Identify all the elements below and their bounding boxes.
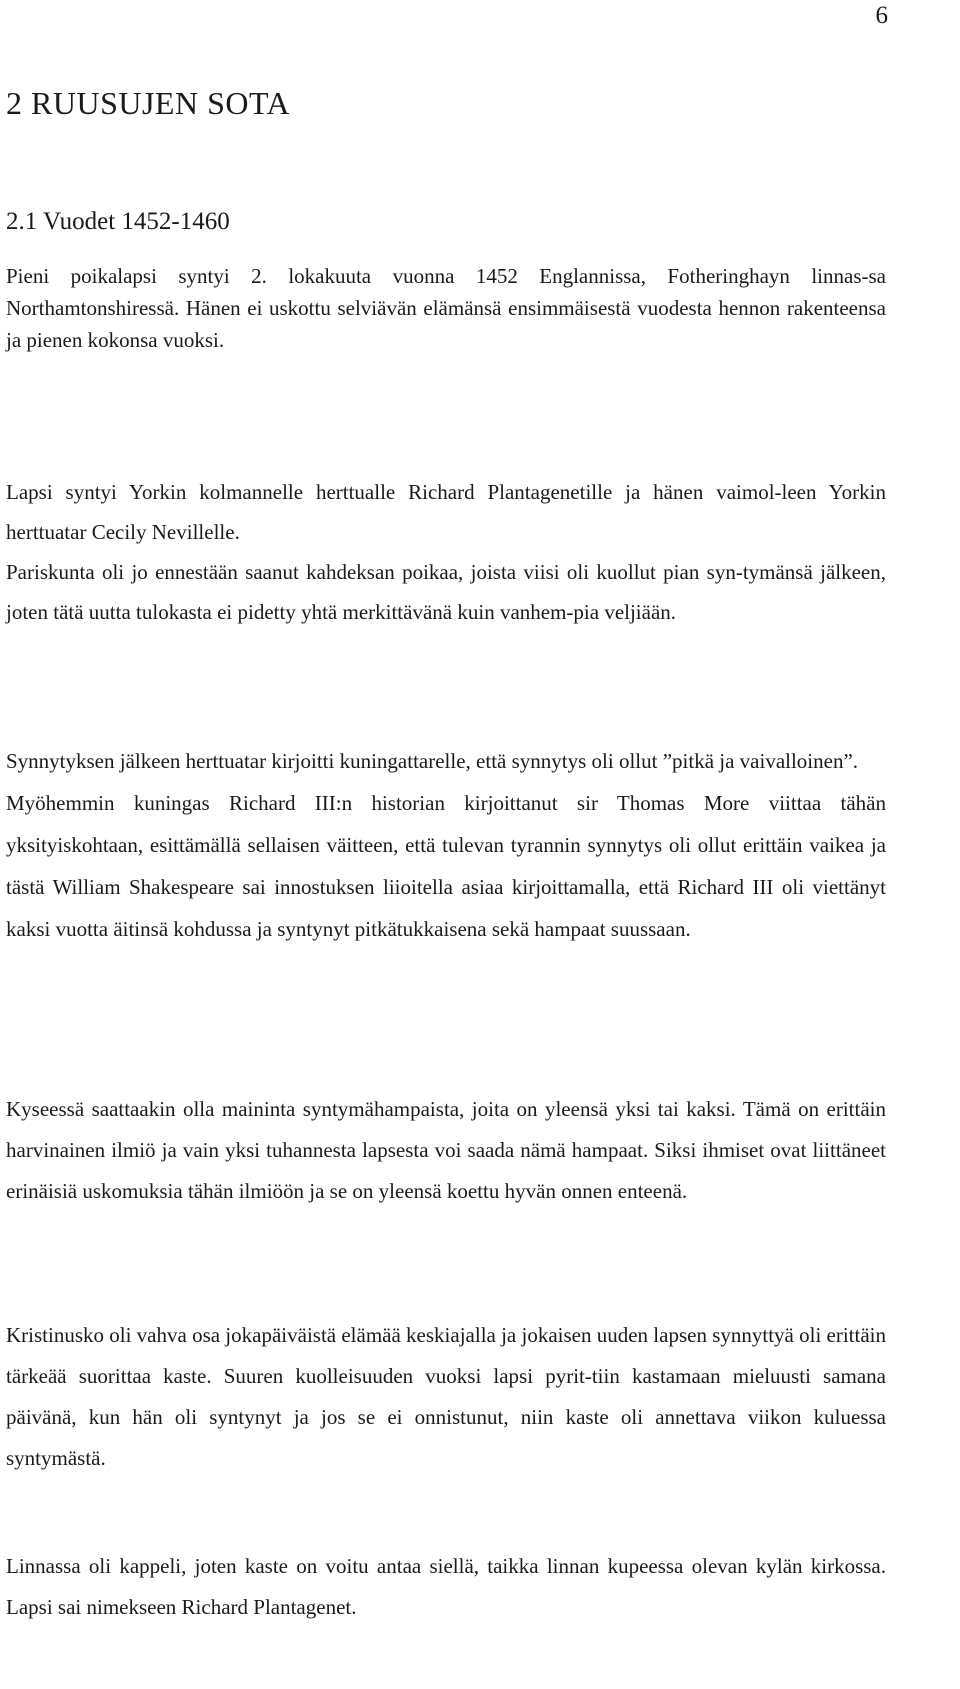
paragraph-block-3 [6, 740, 886, 950]
paragraph: Lapsi syntyi Yorkin kolmannelle herttualle Richard Plantagenetille ja hänen vaimol-leen Yorkin herttuatar Cecily Nevillelle. [6, 480, 886, 544]
paragraph-block-4 [6, 1089, 886, 1212]
paragraph-block-6 [6, 1546, 886, 1628]
paragraph-block-2 [6, 472, 886, 632]
paragraph: Linnassa oli kappeli, joten kaste on voitu antaa siellä, taikka linnan kupeessa olevan kylän kirkossa. Lapsi sai nimekseen Richard Plantagenet. [6, 1554, 886, 1619]
paragraph: Pariskunta oli jo ennestään saanut kahdeksan poikaa, joista viisi oli kuollut pian syn-tymänsä jälkeen, joten tätä uutta tulokasta ei pidetty yhtä merkittävänä kuin vanhem-pia veljiään. [6, 560, 886, 624]
paragraph-block-5 [6, 1315, 886, 1479]
paragraph: Synnytyksen jälkeen herttuatar kirjoitti kuningattarelle, että synnytys oli ollut ”pitkä ja vaivalloinen”. [6, 749, 859, 773]
paragraph: Pieni poikalapsi syntyi 2. lokakuuta vuonna 1452 Englannissa, Fotheringhayn linnas-sa Northamtonshiressä. Hänen ei uskottu selviävän elämänsä ensimmäisestä vuodesta hennon rakenteensa ja pienen kokonsa vuoksi. [6, 264, 886, 352]
paragraph: Kristinusko oli vahva osa jokapäiväistä elämää keskiajalla ja jokaisen uuden lapsen synnyttyä oli erittäin tärkeää suorittaa kaste. Suuren kuolleisuuden vuoksi lapsi pyrit-tiin kastamaan mieluusti samana päivänä, kun hän oli syntynyt ja jos se ei onnistunut, niin kaste oli annettava viikon kuluessa syntymästä. [6, 1323, 887, 1470]
page-number: 6 [875, 2, 888, 29]
chapter-title: 2 RUUSUJEN SOTA [6, 85, 291, 121]
paragraph: Myöhemmin kuningas Richard III:n historian kirjoittanut sir Thomas More viittaa tähän yksityiskohtaan, esittämällä sellaisen väitteen, että tulevan tyrannin synnytys oli ollut erittäin vaikea ja tästä William Shakespeare sai innostuksen liioitella asiaa kirjoittamalla, että Richard III oli viettänyt kaksi vuotta äitinsä kohdussa ja syntynyt pitkätukkaisena sekä hampaat suussaan. [6, 791, 886, 941]
paragraph: Kyseessä saattaakin olla maininta syntymähampaista, joita on yleensä yksi tai kaksi. Tämä on erittäin harvinainen ilmiö ja vain yksi tuhannesta lapsesta voi saada nämä hampaat. Siksi ihmiset ovat liittäneet erinäisiä uskomuksia tähän ilmiöön ja se on yleensä koettu hyvän onnen enteenä. [6, 1097, 886, 1203]
section-title: 2.1 Vuodet 1452-1460 [6, 208, 230, 235]
paragraph-block-1 [6, 260, 886, 356]
